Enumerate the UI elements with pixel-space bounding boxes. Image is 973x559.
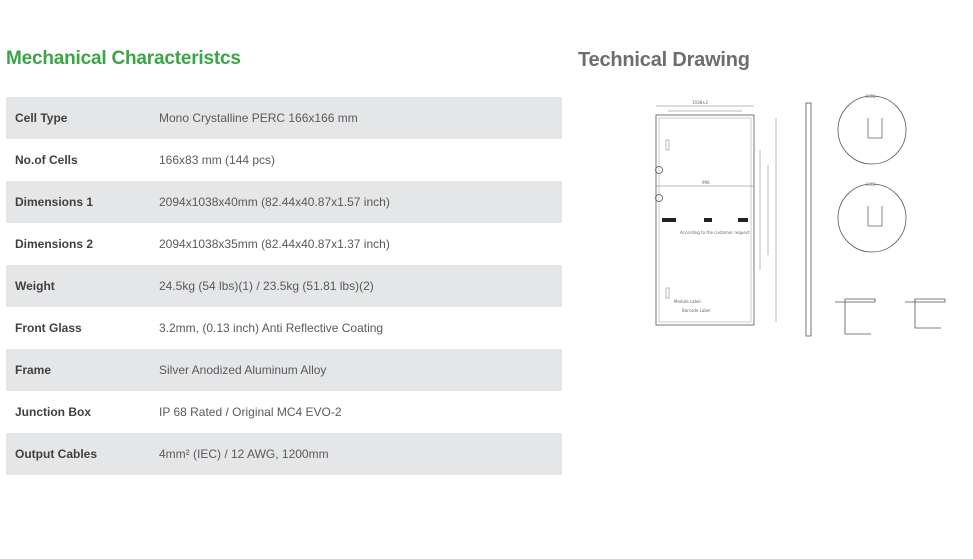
svg-text:Module Label: Module Label [674,299,701,304]
technical-drawing-title: Technical Drawing [578,49,750,71]
spec-label: Dimensions 1 [15,195,94,209]
spec-value: 2094x1038x40mm (82.44x40.87x1.57 inch) [159,195,390,209]
spec-row-no-of-cells [6,139,562,181]
svg-text:Barcode Label: Barcode Label [682,308,711,313]
mechanical-characteristics-title: Mechanical Characteristcs [6,48,241,69]
spec-label: Weight [15,279,55,293]
spec-value: 166x83 mm (144 pcs) [159,153,276,167]
spec-value: IP 68 Rated / Original MC4 EVO-2 [159,405,342,419]
spec-row-junction-box [6,391,562,433]
mechanical-spec-table [6,97,562,475]
panel-technical-drawing [640,90,950,345]
spec-label: Cell Type [15,111,68,125]
spec-value: Silver Anodized Aluminum Alloy [159,363,327,377]
spec-value: Mono Crystalline PERC 166x166 mm [159,111,358,125]
spec-row-dimensions-2 [6,223,562,265]
spec-row-output-cables [6,433,562,475]
svg-text:B:B1: B:B1 [866,94,876,99]
spec-label: Dimensions 2 [15,237,94,251]
section-profile-40 [835,299,875,334]
spec-value: 3.2mm, (0.13 inch) Anti Reflective Coating [159,321,384,335]
technical-drawing-image [640,90,950,345]
spec-label: Junction Box [15,405,92,419]
side-view-frame [806,103,811,336]
section-profile-35 [905,299,945,328]
spec-label: Frame [15,363,52,377]
spec-row-weight [6,265,562,307]
detail-c-circle [838,184,906,252]
spec-row-front-glass [6,307,562,349]
svg-text:According to the customer requ: According to the customer request [680,230,750,235]
detail-b-circle [838,96,906,164]
spec-value: 24.5kg (54 lbs)(1) / 23.5kg (51.81 lbs)(2) [159,279,374,293]
spec-row-frame [6,349,562,391]
spec-value: 4mm² (IEC) / 12 AWG, 1200mm [159,447,329,461]
svg-text:C:C1: C:C1 [866,182,876,187]
spec-value: 2094x1038x35mm (82.44x40.87x1.37 inch) [159,237,390,251]
spec-label: Output Cables [15,447,98,461]
svg-text:1038±2: 1038±2 [692,100,709,105]
spec-row-dimensions-1 [6,181,562,223]
spec-row-cell-type [6,97,562,139]
svg-text:996: 996 [702,180,710,185]
spec-label: Front Glass [15,321,82,335]
spec-label: No.of Cells [15,153,78,167]
